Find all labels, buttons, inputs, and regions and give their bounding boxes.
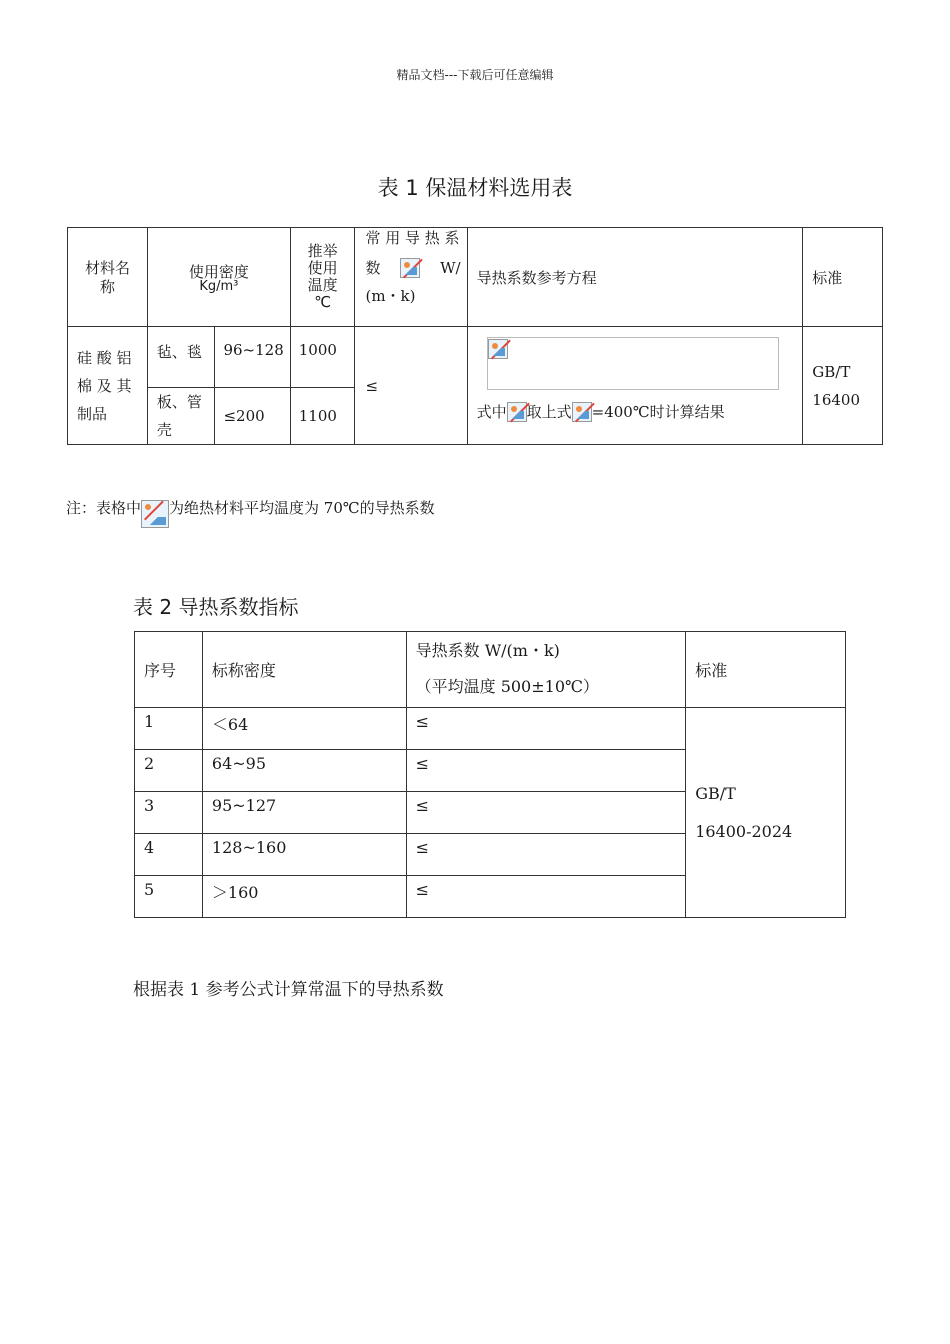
t2-header-index: 序号 <box>135 632 203 708</box>
t2-row-value: ≤ <box>406 834 686 876</box>
header-density: 使用密度 Kg/m³ <box>147 228 290 327</box>
t2-row-index: 3 <box>135 792 203 834</box>
table1-note: 注：表格中 为绝热材料平均温度为 70℃的导热系数 <box>66 486 435 528</box>
header-recommend-temp: 推举 使用 温度 ℃ <box>290 228 355 327</box>
t2-header-conductivity: 导热系数 W/(m・k) （平均温度 500±10℃） <box>406 632 686 708</box>
temp-felt: 1000 <box>290 327 355 388</box>
formula-image-box <box>487 337 779 390</box>
t2-row-value: ≤ <box>406 708 686 750</box>
header-standard: 标准 <box>803 228 883 327</box>
t2-row-index: 2 <box>135 750 203 792</box>
t2-row-index: 4 <box>135 834 203 876</box>
t2-row-value: ≤ <box>406 876 686 918</box>
t2-row-value: ≤ <box>406 792 686 834</box>
broken-image-icon <box>572 402 592 422</box>
form-felt: 毡、毯 <box>147 327 215 388</box>
header-conductivity: 常 用 导 热 系 数 W/ (m・k) <box>355 228 467 327</box>
t2-header-density: 标称密度 <box>202 632 406 708</box>
t2-row-density: ＞160 <box>202 876 406 918</box>
form-board: 板、管 壳 <box>147 388 215 445</box>
t2-row-density: 64~95 <box>202 750 406 792</box>
table1 <box>67 227 883 445</box>
temp-board: 1100 <box>290 388 355 445</box>
table2 <box>134 631 846 918</box>
broken-image-icon <box>141 500 169 528</box>
table1-title: 表 1 保温材料选用表 <box>377 176 573 200</box>
t2-row-density: 128~160 <box>202 834 406 876</box>
header-material-name: 材料名 称 <box>68 228 148 327</box>
header-equation: 导热系数参考方程 <box>467 228 803 327</box>
closing-text: 根据表 1 参考公式计算常温下的导热系数 <box>133 980 444 1000</box>
equation-cell: 式中 取上式 =400℃时计算结果 <box>467 327 803 445</box>
broken-image-icon <box>488 339 508 359</box>
broken-image-icon <box>507 402 527 422</box>
t2-row-density: 95~127 <box>202 792 406 834</box>
table2-title: 表 2 导热系数指标 <box>133 595 299 619</box>
t2-row-index: 1 <box>135 708 203 750</box>
density-board: ≤200 <box>215 388 290 445</box>
t2-row-value: ≤ <box>406 750 686 792</box>
broken-image-icon <box>400 258 420 278</box>
t2-standard-cell: GB/T 16400-2024 <box>686 708 846 918</box>
page-header: 精品文档---下载后可任意编辑 <box>396 68 554 82</box>
material-cell: 硅 酸 铝 棉 及 其 制品 <box>68 327 148 445</box>
t2-row-density: ＜64 <box>202 708 406 750</box>
t2-row-index: 5 <box>135 876 203 918</box>
conductivity-value: ≤ <box>355 327 467 445</box>
density-felt: 96~128 <box>215 327 290 388</box>
standard-cell: GB/T 16400 <box>803 327 883 445</box>
t2-header-standard: 标准 <box>686 632 846 708</box>
